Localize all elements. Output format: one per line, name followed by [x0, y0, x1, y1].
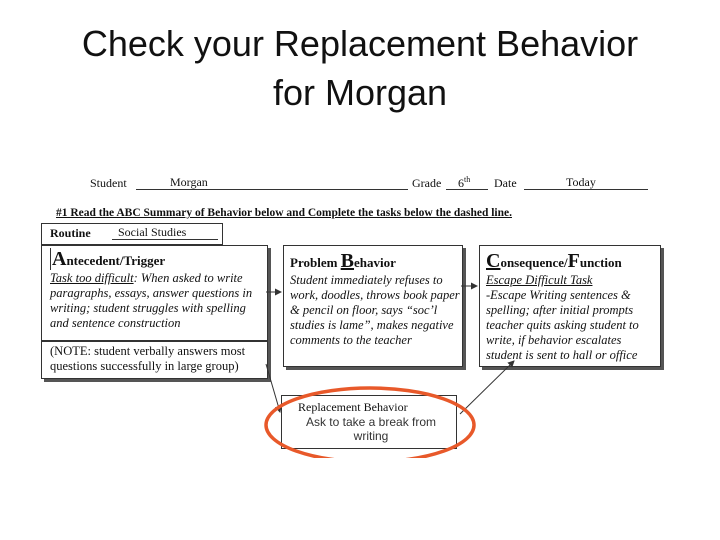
- consequence-heading: Consequence/Function: [486, 250, 622, 272]
- antecedent-heading: Antecedent/Trigger: [52, 248, 166, 270]
- antecedent-note: (NOTE: student verbally answers most questions successfully in large group): [50, 344, 246, 373]
- replacement-behavior-label: Replacement Behavior: [298, 400, 408, 414]
- grade-value: 6th: [458, 175, 471, 190]
- arrow-replacement-to-consequence: [460, 361, 514, 414]
- worksheet-image: [38, 168, 678, 458]
- replacement-behavior-value: Ask to take a break from writing: [305, 415, 437, 443]
- grade-label: Grade: [412, 176, 442, 190]
- consequence-lead: Escape Difficult Task: [486, 273, 593, 287]
- slide-title-line2: for Morgan: [272, 72, 448, 113]
- date-value: Today: [566, 175, 596, 189]
- routine-label: Routine: [50, 226, 91, 240]
- instruction-text: #1 Read the ABC Summary of Behavior below and Complete the tasks below the dashed line.: [56, 207, 512, 219]
- slide-title-line1: Check your Replacement Behavior: [81, 23, 639, 64]
- student-name: Morgan: [170, 175, 208, 189]
- student-label: Student: [90, 176, 127, 190]
- routine-value: Social Studies: [112, 225, 218, 240]
- problem-behavior-body: Student immediately refuses to work, doodles, throws book paper & pencil on floor, says “soc’l studies is lame”, makes negative comments to the teacher: [290, 273, 460, 347]
- arrow-antecedent-to-replacement: [266, 364, 280, 412]
- arrows-layer: [38, 168, 678, 458]
- highlight-circle: [266, 388, 474, 458]
- problem-behavior-heading: Problem Behavior: [290, 250, 396, 272]
- consequence-body: -Escape Writing sentences & spelling; after initial prompts teacher quits asking student to write, if behavior escalates student is sent to hall or office: [486, 288, 639, 362]
- date-label: Date: [494, 176, 517, 190]
- antecedent-body: Task too difficult: When asked to write paragraphs, essays, answer questions in writing; student struggles with spelling and sentence construction: [50, 271, 253, 330]
